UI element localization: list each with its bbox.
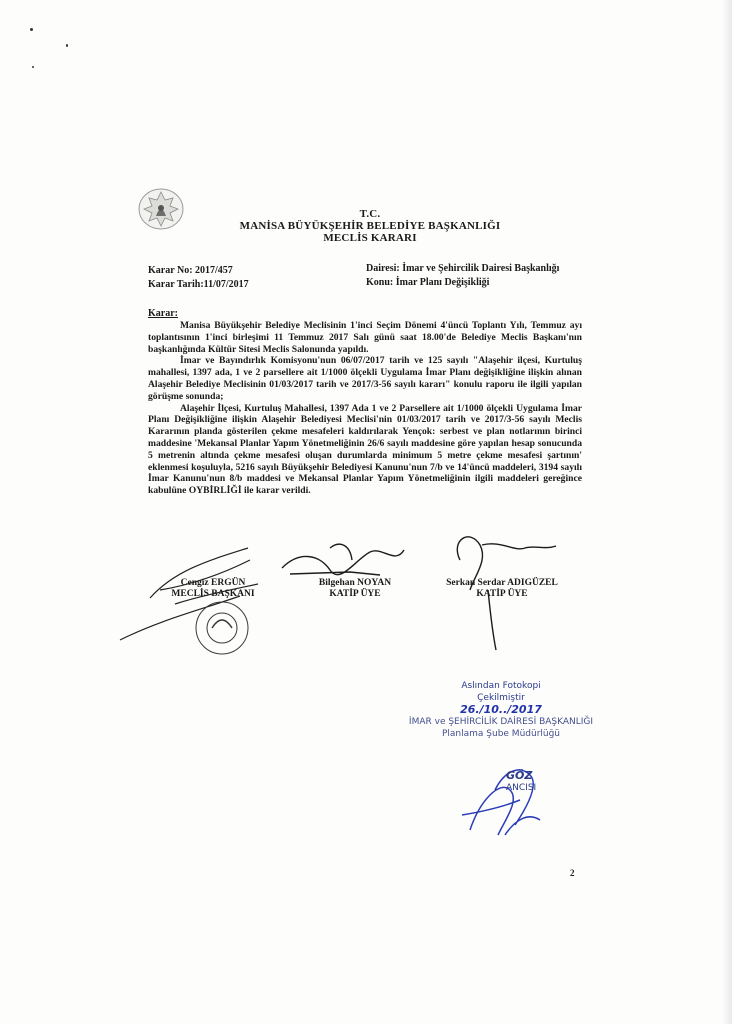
body-paragraph-3: Alaşehir İlçesi, Kurtuluş Mahallesi, 1397 Ada 1 ve 2 Parsellere ait 1/1000 ölçekli Uygulama İmar Planı Değişikliğine ilişkin Alaşehir Belediyesi Meclisi'nin 01/03/2017 tarih ve 2017/3-56 sayılı Meclis Kararının planda gösterilen çekme mesafeleri kaldırılarak Yençok: serbest ve plan notlarının birinci maddesine 'Mekansal Planlar Yapım Yönetmeliğinin 26/6 sayılı maddesine göre yapılan hesap sonucunda 5 metrenin altında çekme mesafesi oluşan durumlarda minimum 5 metre çekme mesafesi şartının' eklenmesi koşuluyla, 5216 sayılı Büyükşehir Belediyesi Kanunu'nun 7/b ve 14'üncü maddeleri, 3194 sayılı İmar Kanunu'nun 8/b maddesi ve Mekansal Planlar Yapım Yönetmeliğinin ilgili maddeleri gereğince kabulüne OYBİRLİĞİ ile karar verildi. (148, 402, 582, 497)
cert-title-fragment: ANCISI (506, 783, 537, 793)
signatory-title: KATİP ÜYE (476, 589, 528, 599)
signatory-title: KATİP ÜYE (329, 589, 381, 599)
true-copy-certification (396, 680, 606, 794)
decision-label: Karar: (148, 308, 178, 319)
header-institution: MANİSA BÜYÜKŞEHİR BELEDİYE BAŞKANLIĞI (239, 220, 501, 232)
cert-name-fragment: GÖZ (506, 769, 533, 782)
signature-block-chairman (158, 578, 268, 600)
document-header (190, 208, 550, 244)
signatory-name: Serkan Serdar ADIGÜZEL (446, 578, 558, 588)
decision-body (148, 320, 582, 497)
page-number: 2 (570, 868, 575, 878)
signatory-name: Bilgehan NOYAN (318, 578, 392, 588)
cert-department: İMAR ve ŞEHİRCİLİK DAİRESİ BAŞKANLIĞI (408, 717, 594, 727)
signatory-name: Cengiz ERGÜN (180, 578, 246, 588)
signature-block-clerk-1 (300, 578, 410, 600)
cert-line-1: Aslından Fotokopi (461, 681, 541, 691)
signature-block-clerk-2 (432, 578, 572, 600)
department: Dairesi: İmar ve Şehircilik Dairesi Başkanlığı (366, 263, 560, 274)
body-paragraph-1: Manisa Büyükşehir Belediye Meclisinin 1'inci Seçim Dönemi 4'üncü Toplantı Yılı, Temmuz ayı toplantısının 1'inci birleşimi 11 Temmuz 2017 Salı günü saat 18.00'de Belediye Meclis Başkanı'nın başkanlığında Kültür Sitesi Meclis Salonunda yapıldı. (148, 320, 582, 355)
header-tc: T.C. (359, 208, 381, 220)
cert-line-2: Çekilmiştir (477, 693, 525, 703)
decision-number: Karar No: 2017/457 (148, 265, 233, 276)
signatory-title: MECLİS BAŞKANI (171, 589, 255, 599)
body-paragraph-2: İmar ve Bayındırlık Komisyonu'nun 06/07/2017 tarih ve 125 sayılı "Alaşehir ilçesi, Kurtuluş mahallesi, 1397 ada, 1 ve 2 parsellere ait 1/1000 ölçekli Uygulama İmar Planı değişikliğine ilişkin alınan Alaşehir Belediye Meclisinin 01/03/2017 tarih ve 2017/3-56 sayılı kararı" konulu raporu ile ilgili yapılan görüşme sonunda; (148, 355, 582, 402)
header-doc-type: MECLİS KARARI (323, 232, 417, 244)
signature-scribble-clerk-1 (282, 544, 404, 575)
scan-speck (66, 44, 68, 47)
scan-edge-shadow (722, 0, 732, 1024)
municipality-seal-icon (136, 186, 186, 232)
decision-date: Karar Tarih:11/07/2017 (148, 279, 249, 290)
cert-date: 26./10../2017 (460, 703, 542, 716)
subject: Konu: İmar Planı Değişikliği (366, 277, 490, 288)
round-stamp (196, 602, 248, 654)
cert-unit: Planlama Şube Müdürlüğü (441, 729, 561, 739)
decision-meta-right (366, 262, 559, 290)
decision-meta-left (148, 264, 249, 292)
scan-speck (30, 28, 33, 31)
scan-speck (32, 66, 34, 68)
